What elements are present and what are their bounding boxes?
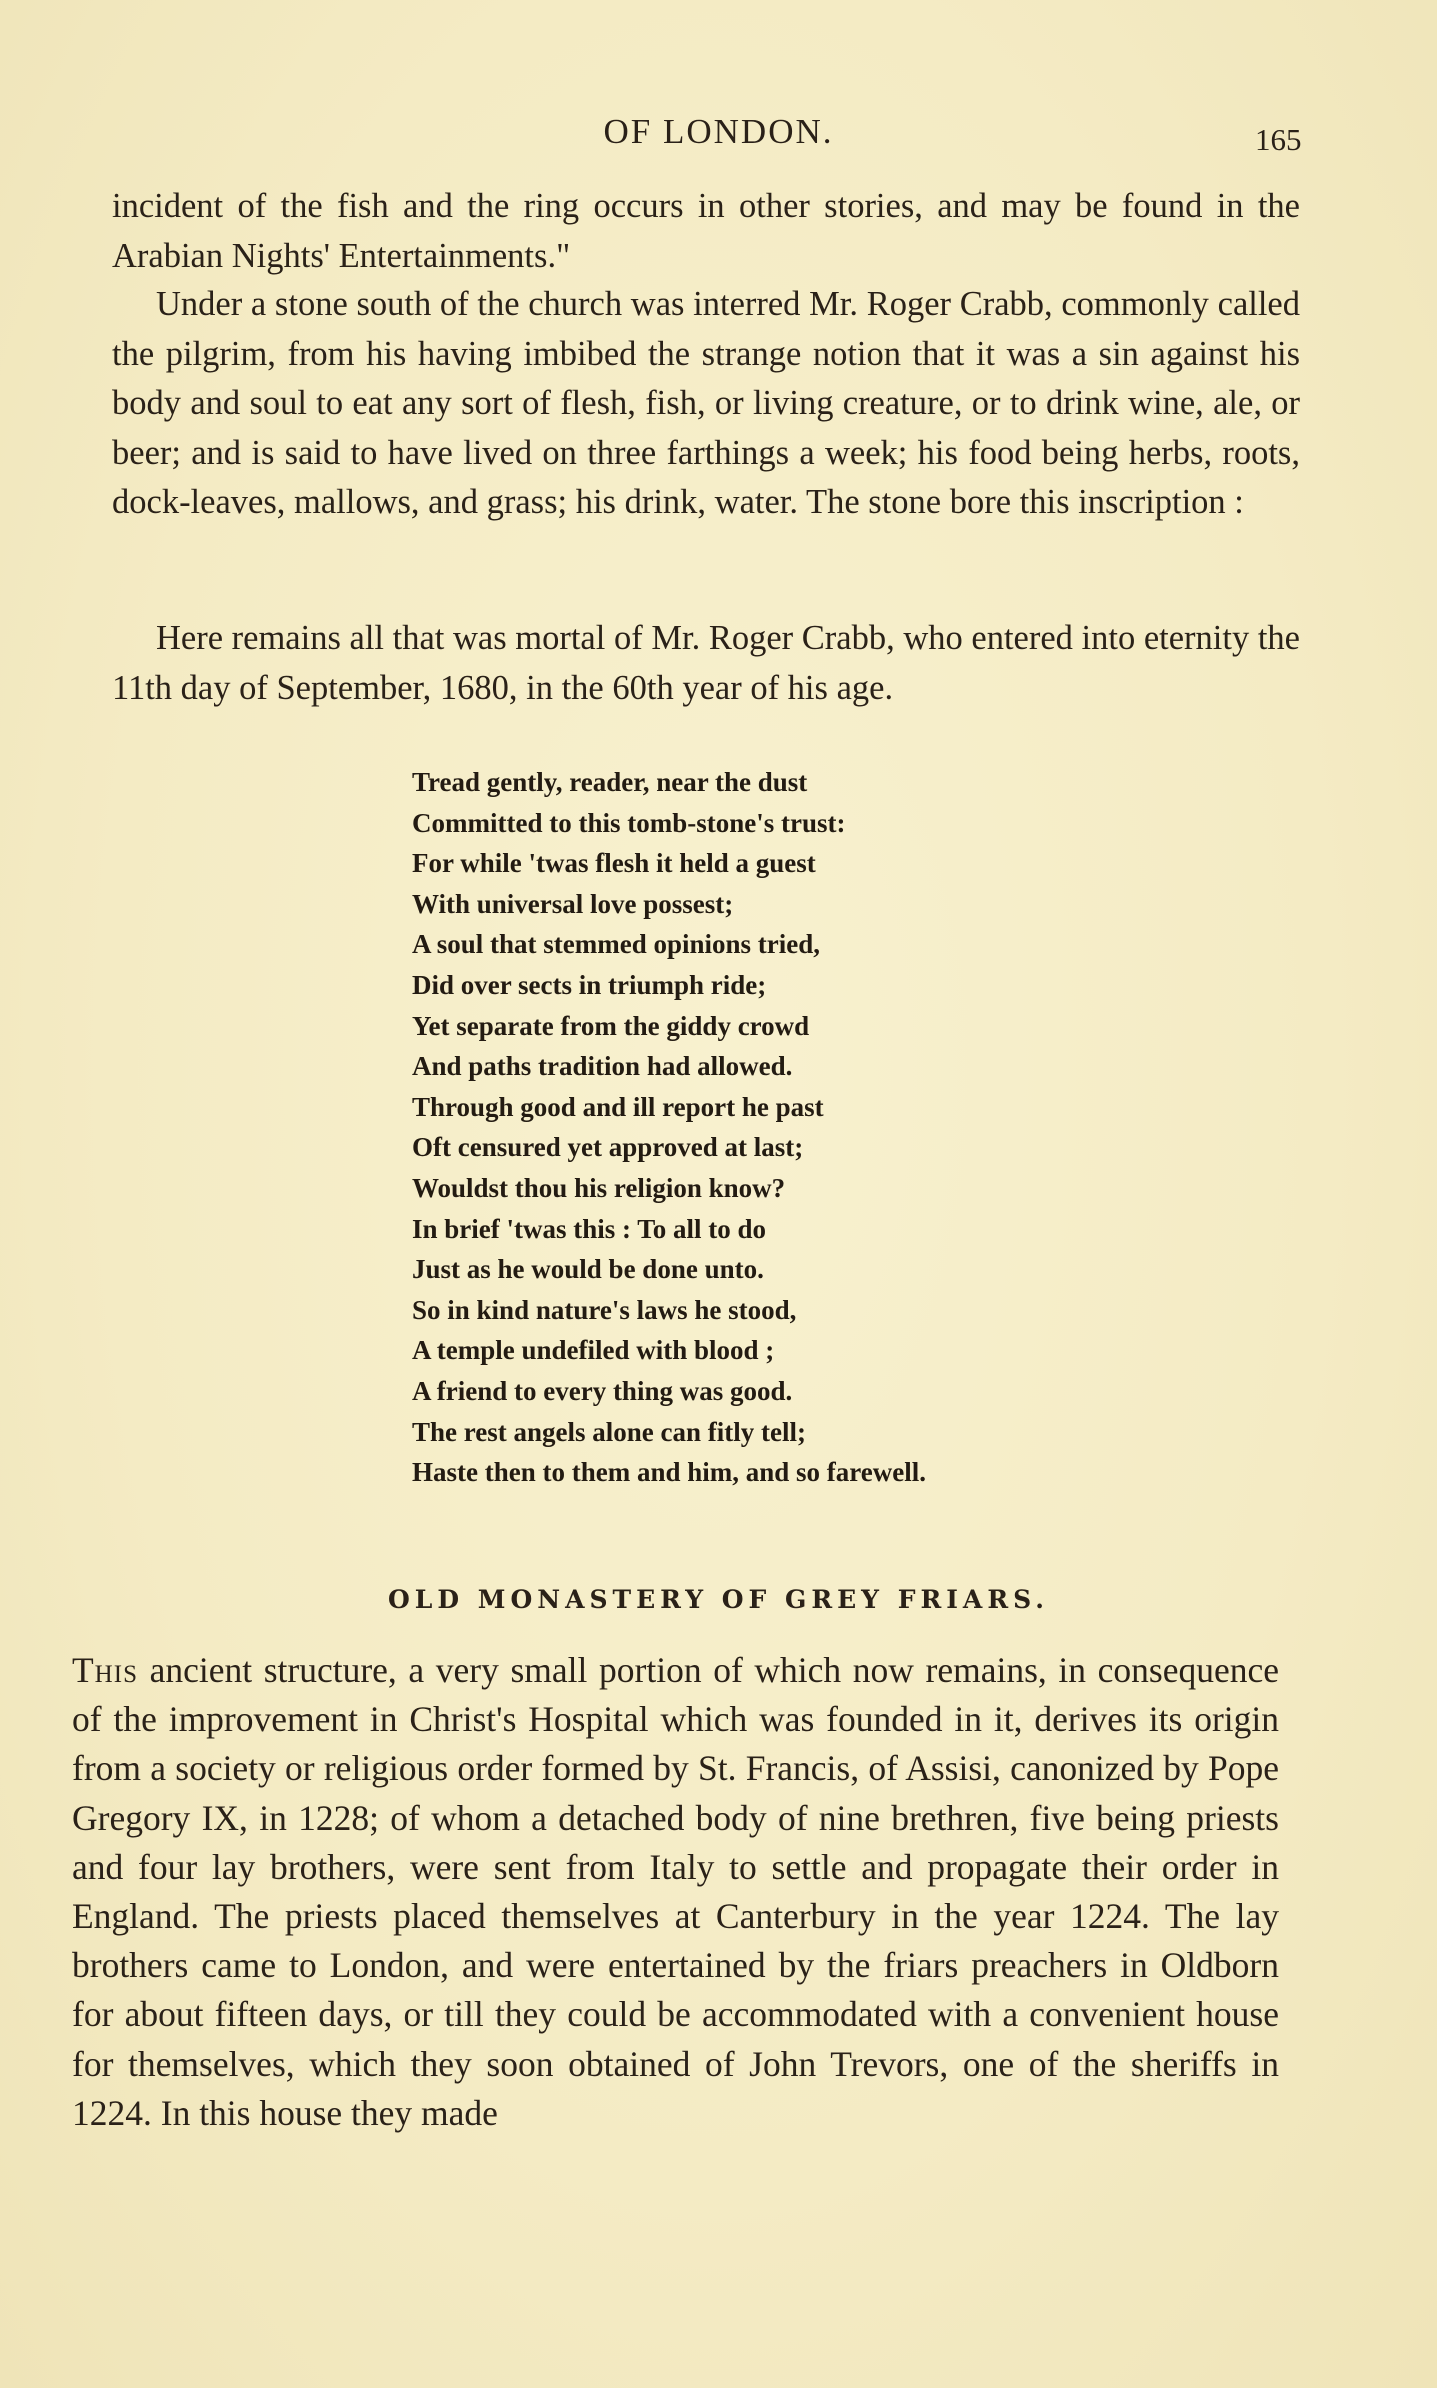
lead-word: This	[72, 1650, 138, 1690]
verse-line: Committed to this tomb-stone's trust:	[412, 807, 846, 838]
verse-line: Yet separate from the giddy crowd	[412, 1010, 810, 1041]
verse-line: Did over sects in triumph ride;	[412, 969, 767, 1000]
paragraph-roger-crabb: Under a stone south of the church was interred Mr. Roger Crabb, commonly called the pilgrim, from his having imbibed the strange notion that it was a sin against his body and soul to eat any sort of flesh, fish, or living creature, or to drink wine, ale, or beer; and is said to have lived on three farthings a week; his food being herbs, roots, dock-leaves, mallows, and grass; his drink, water. The stone bore this inscription :	[112, 285, 1300, 521]
page-number: 165	[1255, 122, 1302, 157]
verse-line: The rest angels alone can fitly tell;	[412, 1416, 806, 1447]
verse-line: And paths tradition had allowed.	[412, 1051, 793, 1082]
epitaph-verse	[412, 762, 926, 1493]
verse-line: A friend to every thing was good.	[412, 1375, 793, 1406]
verse-line: In brief 'twas this : To all to do	[412, 1213, 767, 1244]
verse-line: A soul that stemmed opinions tried,	[412, 929, 821, 960]
verse-line: A temple undefiled with blood ;	[412, 1335, 775, 1366]
section-heading: OLD MONASTERY OF GREY FRIARS.	[388, 1585, 1049, 1614]
paragraph-inscription: Here remains all that was mortal of Mr. Roger Crabb, who entered into eternity the 11th day of September, 1680, in the 60th year of his age.	[112, 619, 1300, 707]
verse-line: Haste then to them and him, and so farewell.	[412, 1457, 927, 1488]
verse-line: For while 'twas flesh it held a guest	[412, 848, 816, 879]
paragraph-grey-friars	[72, 1646, 1279, 2138]
section-text: ancient structure, a very small portion of which now remains, in consequence of the improvement in Christ's Hospital which was founded in it, derives its origin from a society or religious order formed by St. Francis, of Assisi, canonized by Pope Gregory IX, in 1228; of whom a detached body of nine brethren, five being priests and four lay brothers, were sent from Italy to settle and propagate their order in England. The priests placed themselves at Canterbury in the year 1224. The lay brothers came to London, and were entertained by the friars preachers in Oldborn for about fifteen days, or till they could be accommodated with a convenient house for themselves, which they soon obtained of John Trevors, one of the sheriffs in 1224. In this house they made	[72, 1650, 1279, 2133]
verse-line: Wouldst thou his religion know?	[412, 1172, 786, 1203]
paragraph-fish-and-ring: incident of the fish and the ring occurs in other stories, and may be found in the Arabian Nights' Entertainments."	[112, 187, 1300, 275]
running-title: OF LONDON.	[603, 112, 834, 151]
verse-line: With universal love possest;	[412, 888, 734, 919]
verse-line: Through good and ill report he past	[412, 1091, 824, 1122]
verse-line: Just as he would be done unto.	[412, 1254, 764, 1285]
verse-line: So in kind nature's laws he stood,	[412, 1294, 797, 1325]
verse-line: Tread gently, reader, near the dust	[412, 767, 808, 797]
verse-line: Oft censured yet approved at last;	[412, 1132, 804, 1163]
